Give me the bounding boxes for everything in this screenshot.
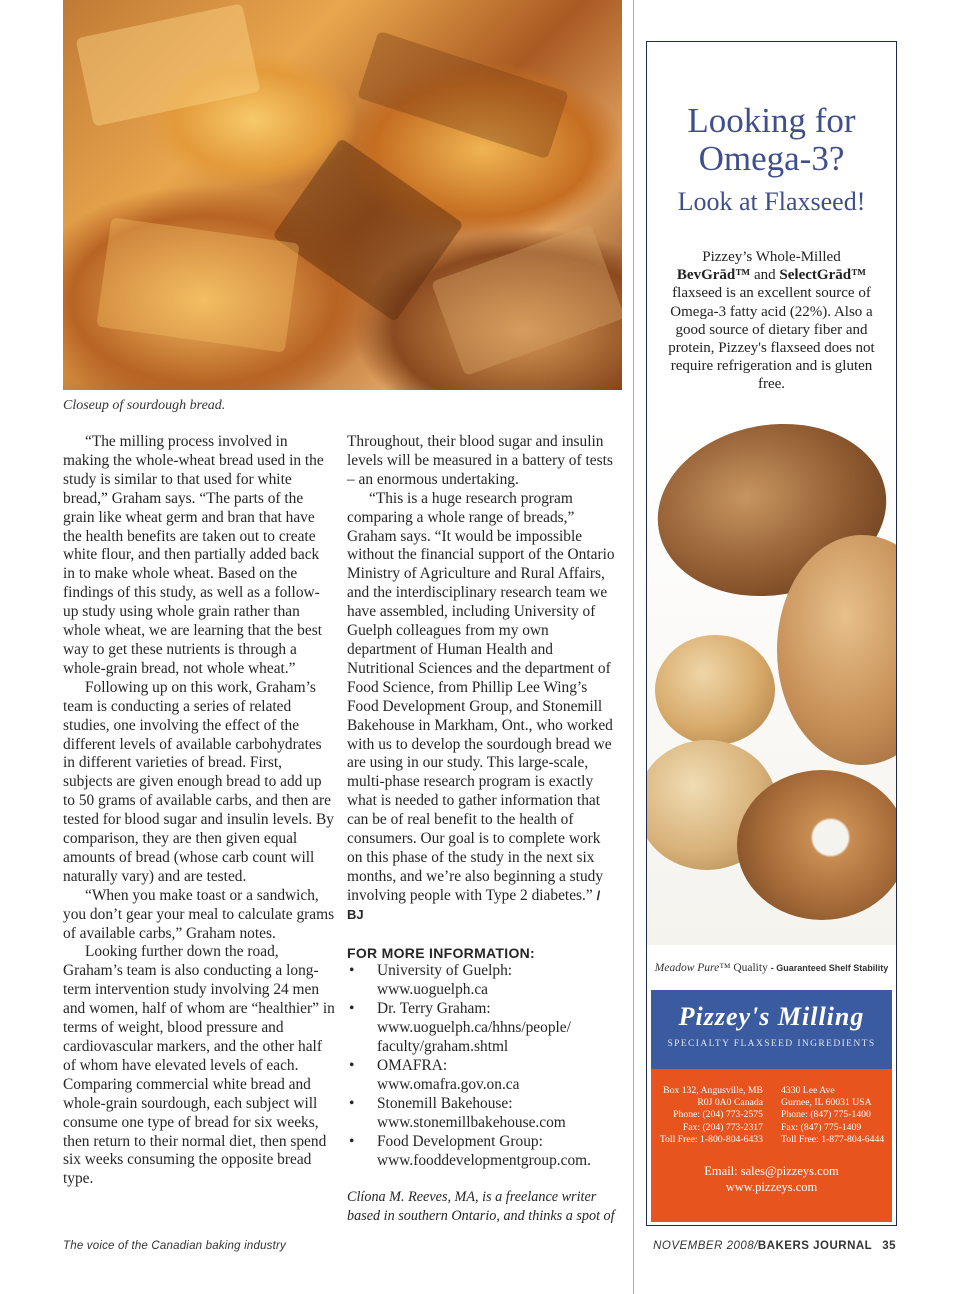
bagel-image [737,770,897,920]
quality-word: Quality [733,962,768,974]
address-line: 4330 Lee Ave [781,1085,835,1096]
bullet: • [349,1094,355,1112]
company-tagline: SPECIALTY FLAXSEED INGREDIENTS [667,1039,876,1049]
quality-line [647,962,896,974]
resource-name: OMAFRA: [377,1057,448,1074]
more-info-heading: FOR MORE INFORMATION: [347,944,536,961]
website-link[interactable]: www.pizzeys.com [725,1179,818,1194]
bread-assortment-photo [647,425,896,945]
resource-link[interactable]: www.uoguelph.ca/hhns/people/ faculty/graham.shtml [377,1019,571,1056]
resource-name: Food Development Group: [377,1132,543,1150]
signoff: / BJ [347,887,601,922]
column-divider [633,0,634,1294]
phone-line: Phone: (204) 773-2575 [673,1109,763,1121]
meadow-pure-logo: Meadow Pure™ [654,962,731,974]
sourdough-photo [63,0,622,390]
ad-body-rest: flaxseed is an excellent source of Omega-3 fatty acid (22%). Also a good source of dietary fiber and protein, Pizzey's flaxseed does not require refrigeration and is gluten free. [668,285,875,393]
resource-link[interactable]: www.omafra.gov.on.ca [377,1075,520,1093]
company-banner [651,990,892,1069]
bullet: • [349,1057,355,1074]
resource-name: Dr. Terry Graham: [377,1000,491,1018]
more-info-list [347,962,619,1170]
magazine-name: BAKERS JOURNAL [757,1240,873,1252]
author-bio: Clíona M. Reeves, MA, is a freelance writer based in southern Ontario, and thinks a spot of [347,1189,615,1225]
brand-bevgrad: BevGrād™ [676,267,751,284]
ad-body-intro: Pizzey’s Whole-Milled [702,249,841,265]
quote-text: “This is a huge research program comparing a whole range of breads,” Graham says. “It would be impossible without the financial support of the Ontario Ministry of Agriculture and Rural Affairs, and the interdisciplinary research team we have assembled, including University of Guelph colleagues from my own department of Human Health and Nutritional Sciences and the department of Food Science, from Phillip Lee Wing’s Food Development Group, and Stonemill Bakehouse in Markham, Ont., who worked with us to develop the sourdough bread we are using in our study. This large-scale, multi-phase research program is exactly what is needed to gather information that can be of real benefit to the health of consumers. Our goal is to complete work on this phase of the study in the next six months, and we’re also beginning a study involving people with Type 2 diabetes.” [347,489,615,904]
bread-crust-highlight [357,31,569,159]
phone-line: Phone: (847) 775-1400 [781,1109,871,1121]
photo-caption: Closeup of sourdough bread. [63,398,226,413]
toll-free-line: Toll Free: 1-877-804-6444 [781,1133,885,1145]
page-number: 35 [882,1240,896,1252]
list-item [347,962,619,1000]
footer-folio [653,1240,896,1252]
flaxseed-advertisement[interactable] [646,41,897,1226]
company-logo: Pizzey's Milling [678,1002,865,1031]
address-line: Box 132, Angusville, MB [663,1085,763,1096]
list-item [347,1057,619,1095]
address-line: R0J 0A0 Canada [697,1097,763,1109]
list-item [347,1095,619,1133]
ad-body-text [661,248,882,394]
resource-link[interactable]: www.stonemillbakehouse.com [377,1113,566,1131]
toll-free-line: Toll Free: 1-800-804-6433 [659,1133,763,1145]
ad-body-and: and [754,267,776,284]
bread-crust-highlight [96,217,299,352]
bullet: • [349,1132,355,1150]
bun-image [655,635,775,745]
list-item [347,1000,619,1057]
ad-headline: Looking for Omega-3? [687,101,856,178]
contact-panel [651,1069,892,1222]
resource-name: University of Guelph: [377,962,513,980]
resource-name: Stonemill Bakehouse: [377,1094,513,1112]
bullet: • [349,1000,355,1018]
article-middle-column [347,433,619,1226]
bread-crust-highlight [76,3,261,126]
usa-address [781,1085,884,1146]
list-item [347,1133,619,1171]
address-line: Gurnee, IL 60031 USA [781,1097,872,1109]
fax-line: Fax: (204) 773-2317 [682,1121,763,1133]
bullet: • [349,962,355,980]
article-paragraph: Following up on this work, Graham’s team is conducting a series of related studies, one involving the effect of the different levels of available carbohydrates in different varieties of bread. First, subjects are given enough bread to add up to 50 grams of available carbs, and then are tested for blood sugar and insulin levels. By comparison, they are then given equal amounts of bread (whose carb count will naturally vary) and are tested. [63,678,335,885]
email-link[interactable]: Email: sales@pizzeys.com [704,1164,839,1178]
article-paragraph [347,490,619,925]
contact-info [651,1164,892,1195]
fax-line: Fax: (847) 775-1409 [781,1121,862,1133]
canada-address [660,1085,763,1146]
article-left-column [63,433,335,1189]
shelf-stability-tag: - Guaranteed Shelf Stability [770,963,889,973]
footer-tagline: The voice of the Canadian baking industry [63,1240,286,1252]
article-paragraph: “When you make toast or a sandwich, you don’t gear your meal to calculate grams of available carbs,” Graham notes. [63,886,335,942]
brand-selectgrad: SelectGrād™ [779,267,867,284]
article-paragraph: “The milling process involved in making the whole-wheat bread used in the study is similar to that used for white bread,” Graham says. “The parts of the grain like wheat germ and bran that have the health benefits are taken out to create white flour, and then partially added back in to make whole wheat. Based on the findings of this study, as well as a follow-up study using whole grain rather than whole wheat, we are learning that the best way to get these nutrients is through a whole-grain bread, not whole wheat.” [63,433,324,677]
resource-link[interactable]: www.uoguelph.ca [377,981,488,999]
resource-link[interactable]: www.fooddevelopmentgroup.com. [377,1151,591,1169]
article-paragraph: Looking further down the road, Graham’s team is also conducting a long-term intervention study involving 24 men and women, half of whom are “healthier” in terms of weight, blood pressure and cardiovascular markers, and the other half of whom have elevated levels of each. Comparing commercial white bread and whole-grain sourdough, each subject will consume one type of bread for six weeks, then return to their normal diet, then spend six weeks consuming the opposite bread type. [63,943,335,1188]
bread-crust-highlight [431,224,622,376]
ad-subhead: Look at Flaxseed! [677,187,866,216]
issue-date: NOVEMBER 2008/ [653,1240,758,1252]
article-paragraph: Throughout, their blood sugar and insulin levels will be measured in a battery of tests – an enormous undertaking. [347,433,613,488]
